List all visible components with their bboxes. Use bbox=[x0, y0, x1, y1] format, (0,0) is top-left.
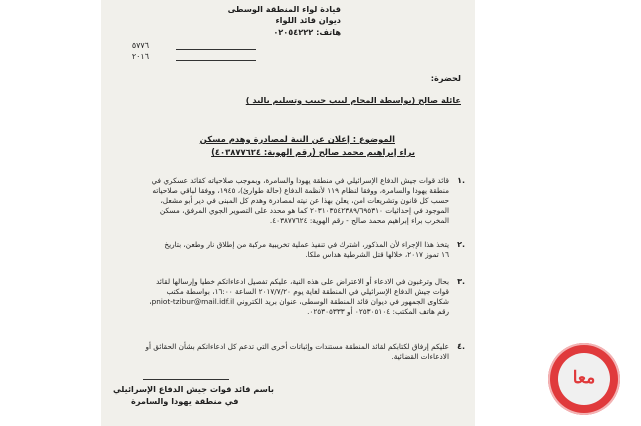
paragraph-3-line-2: قوات جيش الدفاع الإسرائيلي في المنطقة لغاية يوم ٢٠١٧/٧/٢٠ الساعة ١٦:٠٠، بواسطة مكتب bbox=[166, 287, 449, 296]
paragraph-3-line-3-text: شكاوى الجمهور في ديوان قائد المنطقة الوسطى، عنوان بريد الكتروني pniot-tzibur@mail.idf.il، bbox=[149, 297, 449, 306]
header-line-3: هاتف: ٠٢٠٥٤٢٢٢ bbox=[273, 27, 341, 37]
paragraph-3-line-4: رقم هاتف المكتب: ٠٢٥٣٠٥١٠٤ أو ٠٢٥٣٠٥٣٣٣. bbox=[307, 307, 449, 316]
paragraph-1-line-3: حسب كل قانون وتشريعات امن، يعلن بهذا عن نيته لمصادرة وهدم كل المبنى في دير أبو مشعل، bbox=[160, 196, 449, 205]
paragraph-2-number: ٢. bbox=[457, 240, 465, 249]
document-page bbox=[101, 0, 475, 426]
header-line-5: ٢٠١٦ bbox=[131, 52, 149, 61]
paragraph-1-line-2: منطقة يهودا والسامرة، ووفقا لنظام ١١٩ لأنظمة الدفاع (حالة طوارئ)، ١٩٤٥، ووفقا لباقي صلاحياته bbox=[152, 186, 449, 195]
header-line-4: ٥٧٧٦ bbox=[131, 41, 149, 50]
to-label: لحضرة: bbox=[430, 73, 461, 83]
addressee: عائلة صالح (بواسطة المحام لبيب حبيب وتسليم باليد ) bbox=[245, 95, 461, 105]
header-line-2: ديوان قائد اللواء bbox=[275, 15, 341, 25]
signature-line-2: في منطقة يهودا والسامرة bbox=[131, 396, 239, 406]
signature-line-1: باسم قائد قوات جيش الدفاع الإسرائيلي bbox=[113, 384, 274, 394]
paragraph-2-line-1: يتخذ هذا الإجراء لأن المذكور، اشترك في تنفيذ عملية تخريبية مركبة من إطلاق نار وطعن، بتاريخ bbox=[164, 240, 449, 249]
header-rule-2 bbox=[176, 60, 256, 61]
paragraph-1-line-4: الموجود في إحداثيات ٢٠٣١٠٣٥٤٢٣٨٩/٦٩٥٣١٠ كما هو محدد على التصوير الجوي المرفق، مسكن bbox=[159, 206, 449, 215]
logo-inner-circle bbox=[558, 353, 610, 405]
subject-line-2: براء إبراهيم محمد صالح (رقم الهوية: ٤٠٣٨٧٧٦٢٤) bbox=[211, 147, 415, 157]
paragraph-3-number: ٣. bbox=[457, 277, 465, 286]
subject-line-1: الموضوع : إعلان عن النية لمصادرة وهدم مسكن bbox=[199, 134, 395, 144]
header-line-1: قيادة لواء المنطقة الوسطى bbox=[227, 4, 341, 14]
paragraph-4-line-1: عليكم إرفاق لكتابكم لقائد المنطقة مستندات وإثباتات أخرى التي تدعم كل ادعاءاتكم بشأن الحقائق أو bbox=[145, 342, 449, 351]
paragraph-1-line-5: المخرب براء إبراهيم محمد صالح - رقم الهوية: ٤٠٣٨٧٧٦٢٤. bbox=[269, 216, 449, 225]
header-rule-1 bbox=[176, 49, 256, 50]
signature-rule bbox=[143, 379, 229, 380]
paragraph-4-number: ٤. bbox=[457, 342, 465, 351]
paragraph-1-line-1: قائد قوات جيش الدفاع الإسرائيلي في منطقة يهودا والسامرة، وبموجب صلاحياته كقائد عسكري في bbox=[151, 176, 449, 185]
paragraph-2-line-2: ١٦ تموز ٢٠١٧، خلالها قتل الشرطية هداس ملكا. bbox=[305, 250, 449, 259]
paragraph-4-line-2: الادعاءات القضائية. bbox=[391, 352, 449, 361]
paragraph-3-line-1: بحال وترغبون في الادعاء أو الاعتراض على هذه النية، عليكم تفصيل ادعاءاتكم خطيا وإرسالها لقائد bbox=[156, 277, 449, 286]
paragraph-3-line-3 bbox=[149, 297, 449, 306]
maan-logo bbox=[548, 343, 620, 415]
paragraph-1-number: ١. bbox=[457, 176, 465, 185]
logo-text: معا bbox=[572, 368, 596, 388]
